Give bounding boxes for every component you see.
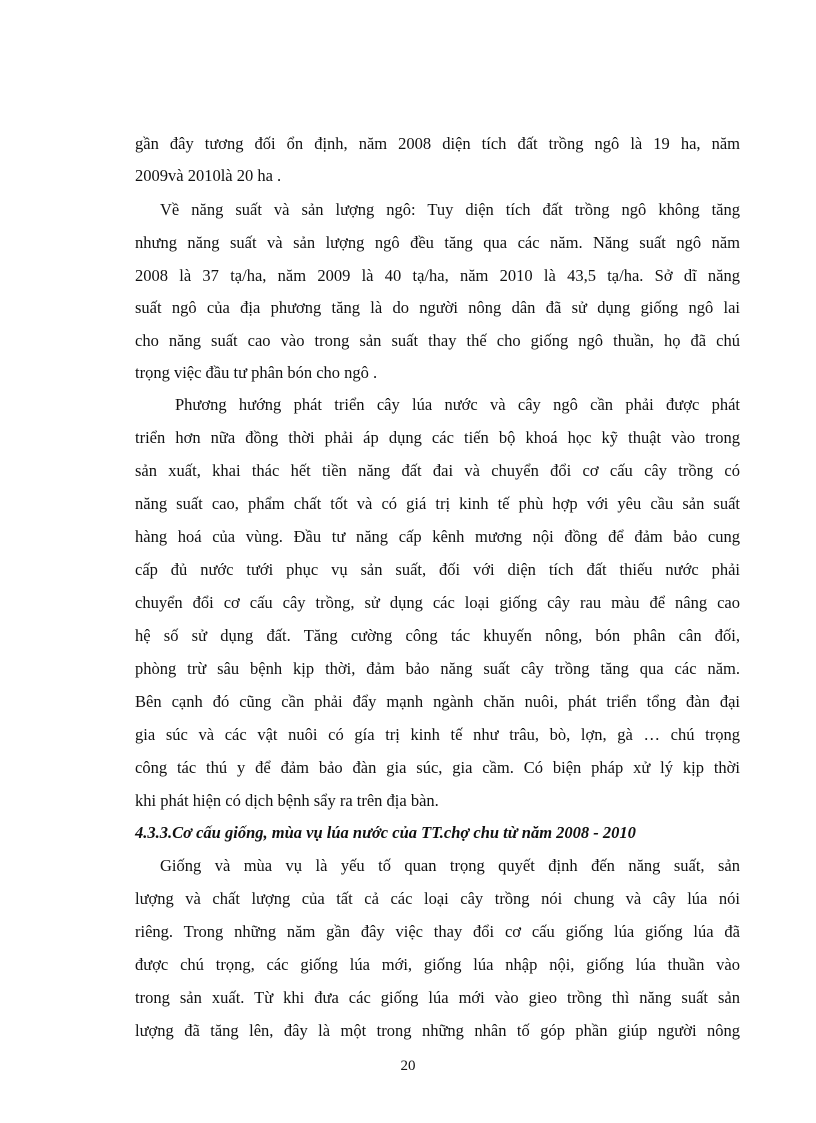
section-heading: 4.3.3.Cơ cấu giống, mùa vụ lúa nước của TT.chợ chu từ năm 2008 - 2010: [135, 823, 636, 842]
text-line: nhưng năng suất và sản lượng ngô đều tăng qua các năm. Năng suất ngô năm: [135, 233, 740, 252]
text-line: cấp đủ nước tưới phục vụ sản suất, đối với diện tích đất thiếu nước phải: [135, 560, 740, 579]
text-line: phòng trừ sâu bệnh kịp thời, đảm bảo năng suất cây trồng tăng qua các năm.: [135, 659, 740, 678]
text-line: công tác thú y để đảm bảo đàn gia súc, gia cầm. Có biện pháp xử lý kịp thời: [135, 758, 740, 777]
text-line: được chú trọng, các giống lúa mới, giống lúa nhập nội, giống lúa thuần vào: [135, 955, 740, 974]
text-line: triển hơn nữa đồng thời phải áp dụng các tiến bộ khoá học kỹ thuật vào trong: [135, 428, 740, 447]
text-line: 2009và 2010là 20 ha .: [135, 166, 282, 185]
text-line: hàng hoá của vùng. Đầu tư năng cấp kênh mương nội đồng để đảm bảo cung: [135, 527, 740, 546]
text-line: chuyển đổi cơ cấu cây trồng, sử dụng các loại giống cây rau màu để nâng cao: [135, 593, 740, 612]
text-line: Phương hướng phát triển cây lúa nước và cây ngô cần phải được phát: [175, 395, 740, 414]
text-line: riêng. Trong những năm gần đây việc thay đổi cơ cấu giống lúa giống lúa đã: [135, 922, 740, 941]
text-line: khi phát hiện có dịch bệnh sẩy ra trên địa bàn.: [135, 791, 439, 810]
text-line: 2008 là 37 tạ/ha, năm 2009 là 40 tạ/ha, năm 2010 là 43,5 tạ/ha. Sở dĩ năng: [135, 266, 740, 285]
text-line: cho năng suất cao vào trong sản suất thay thế cho giống ngô thuần, họ đã chú: [135, 331, 740, 350]
text-line: Bên cạnh đó cũng cần phải đẩy mạnh ngành chăn nuôi, phát triển tổng đàn đại: [135, 692, 740, 711]
text-line: sản xuất, khai thác hết tiền năng đất đai và chuyển đổi cơ cấu cây trồng có: [135, 461, 740, 480]
text-line: lượng và chất lượng của tất cả các loại cây trồng nói chung và cây lúa nói: [135, 889, 740, 908]
text-line: gia súc và các vật nuôi có gía trị kinh tế như trâu, bò, lợn, gà … chú trọng: [135, 725, 740, 744]
text-line: trọng việc đầu tư phân bón cho ngô .: [135, 363, 378, 382]
text-line: suất ngô của địa phương tăng là do người nông dân đã sử dụng giống ngô lai: [135, 298, 740, 317]
text-line: Giống và mùa vụ là yếu tố quan trọng quyết định đến năng suất, sản: [160, 856, 740, 875]
text-line: năng suất cao, phẩm chất tốt và có giá trị kinh tế phù hợp với yêu cầu sản suất: [135, 494, 740, 513]
page-number: 20: [400, 1058, 416, 1074]
text-line: Về năng suất và sản lượng ngô: Tuy diện tích đất trồng ngô không tăng: [160, 200, 740, 219]
text-line: gần đây tương đối ổn định, năm 2008 diện tích đất trồng ngô là 19 ha, năm: [135, 134, 740, 153]
text-line: lượng đã tăng lên, đây là một trong những nhân tố góp phần giúp người nông: [135, 1021, 740, 1040]
text-line: trong sản xuất. Từ khi đưa các giống lúa mới vào gieo trồng thì năng suất sản: [135, 988, 740, 1007]
text-line: hệ số sử dụng đất. Tăng cường công tác khuyến nông, bón phân cân đối,: [135, 626, 740, 645]
